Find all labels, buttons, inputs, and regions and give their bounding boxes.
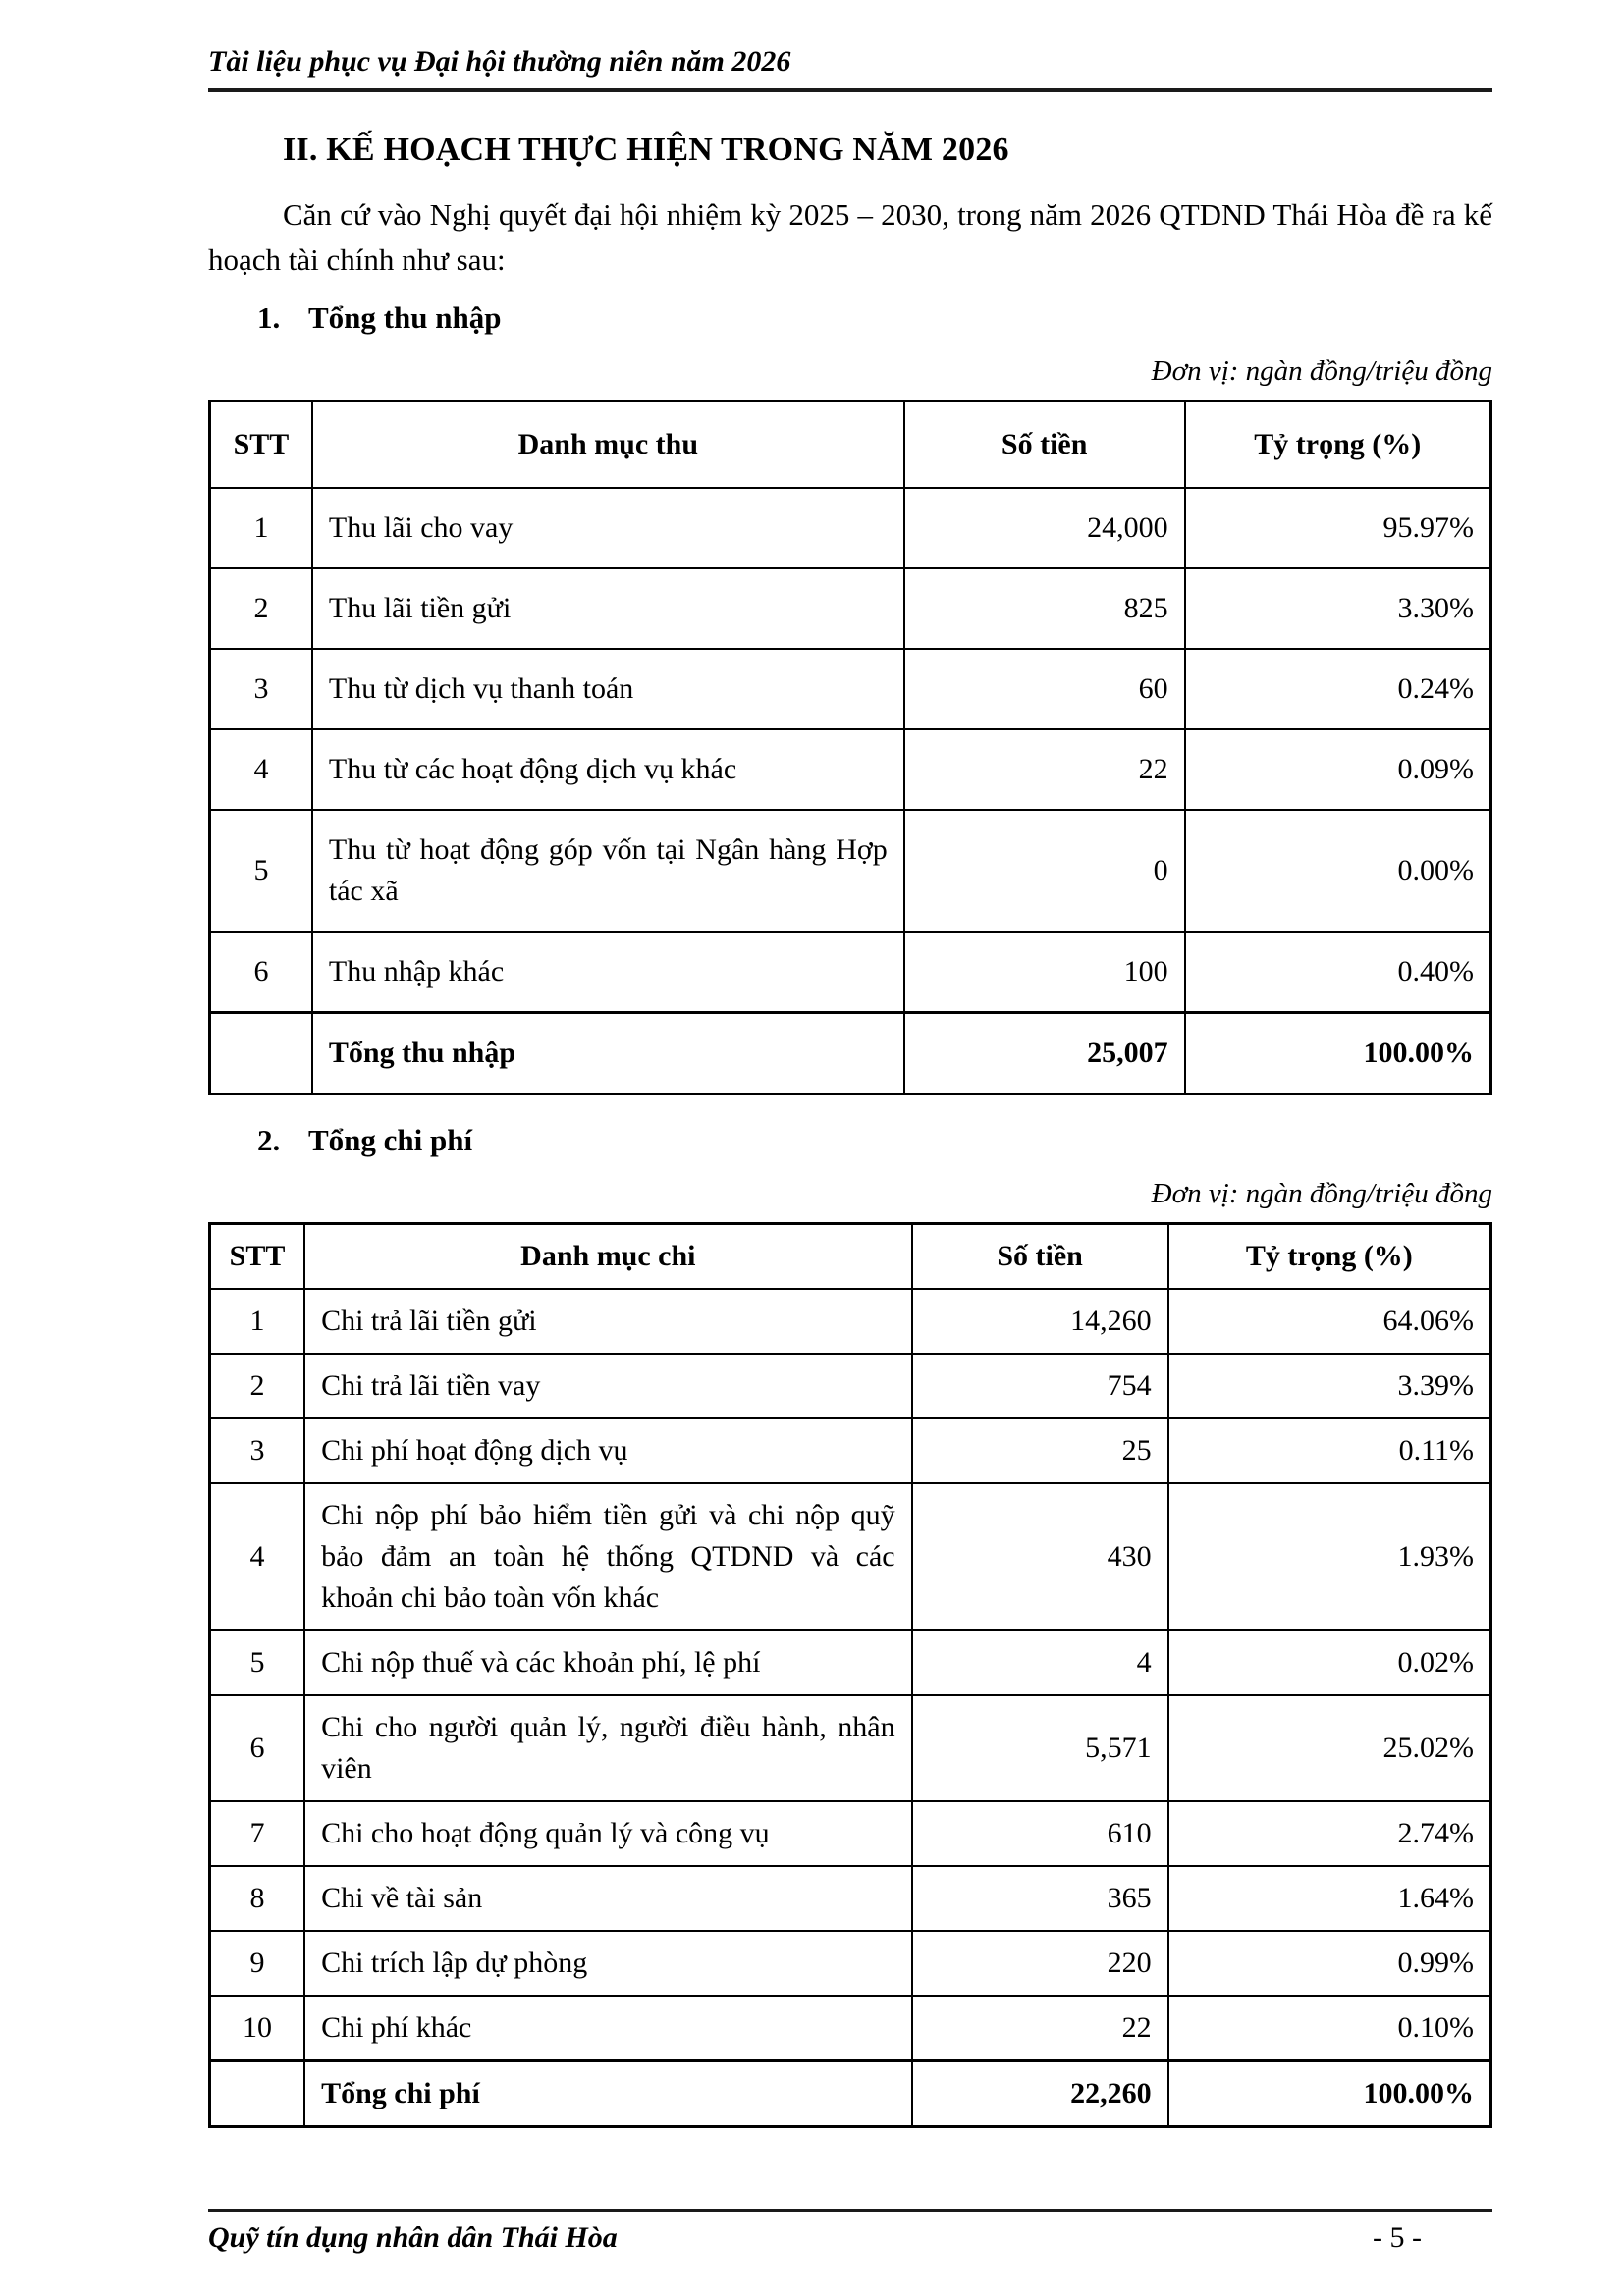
header-cell-amount: Số tiền [904,400,1185,488]
page-footer [208,2209,1492,2255]
ratio-cell: 0.99% [1168,1931,1491,1996]
ratio-cell: 0.09% [1185,729,1491,810]
income-table [208,400,1492,1095]
section-label: Tổng chi phí [308,1122,473,1157]
total-amount-cell: 22,260 [912,2060,1168,2126]
page-title: II. KẾ HOẠCH THỰC HIỆN TRONG NĂM 2026 [283,132,1009,168]
unit-note-income: Đơn vị: ngàn đồng/triệu đồng [1151,354,1492,387]
item-cell: Chi phí khác [304,1996,912,2061]
item-cell: Chi trả lãi tiền gửi [304,1289,912,1354]
header-cell-stt: STT [210,400,312,488]
header-cell-ratio: Tỷ trọng (%) [1168,1223,1491,1289]
stt-cell: 8 [210,1866,305,1931]
table-header-row [210,1223,1491,1289]
amount-cell: 25 [912,1418,1168,1483]
stt-cell: 4 [210,729,312,810]
table-row [210,1931,1491,1996]
item-cell: Chi trả lãi tiền vay [304,1354,912,1418]
ratio-cell: 0.24% [1185,649,1491,729]
table-row [210,810,1491,932]
stt-cell: 5 [210,1630,305,1695]
section-number: 1. [257,299,281,335]
item-cell: Chi cho hoạt động quản lý và công vụ [304,1801,912,1866]
amount-cell: 14,260 [912,1289,1168,1354]
section-number: 2. [257,1122,281,1157]
amount-cell: 0 [904,810,1185,932]
header-cell-item: Danh mục chi [304,1223,912,1289]
footer-org-name: Quỹ tín dụng nhân dân Thái Hòa [208,2221,618,2254]
amount-cell: 24,000 [904,488,1185,568]
ratio-cell: 3.30% [1185,568,1491,649]
stt-cell [210,2060,305,2126]
ratio-cell: 0.00% [1185,810,1491,932]
stt-cell: 1 [210,1289,305,1354]
table-row [210,649,1491,729]
total-amount-cell: 25,007 [904,1012,1185,1094]
amount-cell: 610 [912,1801,1168,1866]
header-cell-stt: STT [210,1223,305,1289]
intro-paragraph: Căn cứ vào Nghị quyết đại hội nhiệm kỳ 2025 – 2030, trong năm 2026 QTDND Thái Hòa đề ra kế hoạch tài chính như sau: [208,197,1492,277]
table-row [210,1483,1491,1630]
item-cell: Thu từ các hoạt động dịch vụ khác [312,729,904,810]
total-ratio-cell: 100.00% [1185,1012,1491,1094]
amount-cell: 100 [904,932,1185,1013]
total-label-cell: Tổng chi phí [304,2060,912,2126]
amount-cell: 22 [912,1996,1168,2061]
ratio-cell: 0.10% [1168,1996,1491,2061]
table-row [210,729,1491,810]
ratio-cell: 64.06% [1168,1289,1491,1354]
item-cell: Thu từ dịch vụ thanh toán [312,649,904,729]
item-cell: Chi trích lập dự phòng [304,1931,912,1996]
item-cell: Chi nộp thuế và các khoản phí, lệ phí [304,1630,912,1695]
header-cell-ratio: Tỷ trọng (%) [1185,400,1491,488]
table-row [210,488,1491,568]
stt-cell: 6 [210,932,312,1013]
total-ratio-cell: 100.00% [1168,2060,1491,2126]
stt-cell: 6 [210,1695,305,1801]
total-row-income [210,1012,1491,1094]
stt-cell: 10 [210,1996,305,2061]
table-row [210,1801,1491,1866]
item-cell: Thu từ hoạt động góp vốn tại Ngân hàng Hợp tác xã [312,810,904,932]
item-cell: Chi cho người quản lý, người điều hành, nhân viên [304,1695,912,1801]
ratio-cell: 0.40% [1185,932,1491,1013]
running-header: Tài liệu phục vụ Đại hội thường niên năm 2026 [208,45,1492,92]
ratio-cell: 95.97% [1185,488,1491,568]
ratio-cell: 1.64% [1168,1866,1491,1931]
item-cell: Chi phí hoạt động dịch vụ [304,1418,912,1483]
page-content [208,0,1492,2128]
item-cell: Thu lãi cho vay [312,488,904,568]
amount-cell: 4 [912,1630,1168,1695]
stt-cell: 7 [210,1801,305,1866]
item-cell: Thu lãi tiền gửi [312,568,904,649]
amount-cell: 60 [904,649,1185,729]
stt-cell: 2 [210,1354,305,1418]
table-row [210,1354,1491,1418]
item-cell: Thu nhập khác [312,932,904,1013]
stt-cell: 9 [210,1931,305,1996]
table-row [210,1289,1491,1354]
table-row [210,1630,1491,1695]
total-label-cell: Tổng thu nhập [312,1012,904,1094]
stt-cell: 3 [210,649,312,729]
ratio-cell: 25.02% [1168,1695,1491,1801]
stt-cell [210,1012,312,1094]
amount-cell: 365 [912,1866,1168,1931]
amount-cell: 220 [912,1931,1168,1996]
total-row-expense [210,2060,1491,2126]
header-cell-item: Danh mục thu [312,400,904,488]
item-cell: Chi nộp phí bảo hiểm tiền gửi và chi nộp quỹ bảo đảm an toàn hệ thống QTDND và các khoản chi bảo toàn vốn khác [304,1483,912,1630]
amount-cell: 825 [904,568,1185,649]
section-heading-income [208,300,1492,336]
amount-cell: 5,571 [912,1695,1168,1801]
ratio-cell: 0.11% [1168,1418,1491,1483]
ratio-cell: 1.93% [1168,1483,1491,1630]
ratio-cell: 3.39% [1168,1354,1491,1418]
header-cell-amount: Số tiền [912,1223,1168,1289]
table-row [210,1695,1491,1801]
unit-note-expense: Đơn vị: ngàn đồng/triệu đồng [1151,1177,1492,1209]
page-number: - 5 - [1373,2221,1422,2254]
section-heading-expense [208,1123,1492,1158]
stt-cell: 2 [210,568,312,649]
expense-table [208,1222,1492,2128]
stt-cell: 1 [210,488,312,568]
item-cell: Chi về tài sản [304,1866,912,1931]
section-label: Tổng thu nhập [308,299,502,335]
ratio-cell: 0.02% [1168,1630,1491,1695]
amount-cell: 430 [912,1483,1168,1630]
stt-cell: 3 [210,1418,305,1483]
table-row [210,1996,1491,2061]
ratio-cell: 2.74% [1168,1801,1491,1866]
table-row [210,568,1491,649]
amount-cell: 754 [912,1354,1168,1418]
table-header-row [210,400,1491,488]
stt-cell: 5 [210,810,312,932]
table-row [210,1866,1491,1931]
amount-cell: 22 [904,729,1185,810]
stt-cell: 4 [210,1483,305,1630]
table-row [210,932,1491,1013]
table-row [210,1418,1491,1483]
